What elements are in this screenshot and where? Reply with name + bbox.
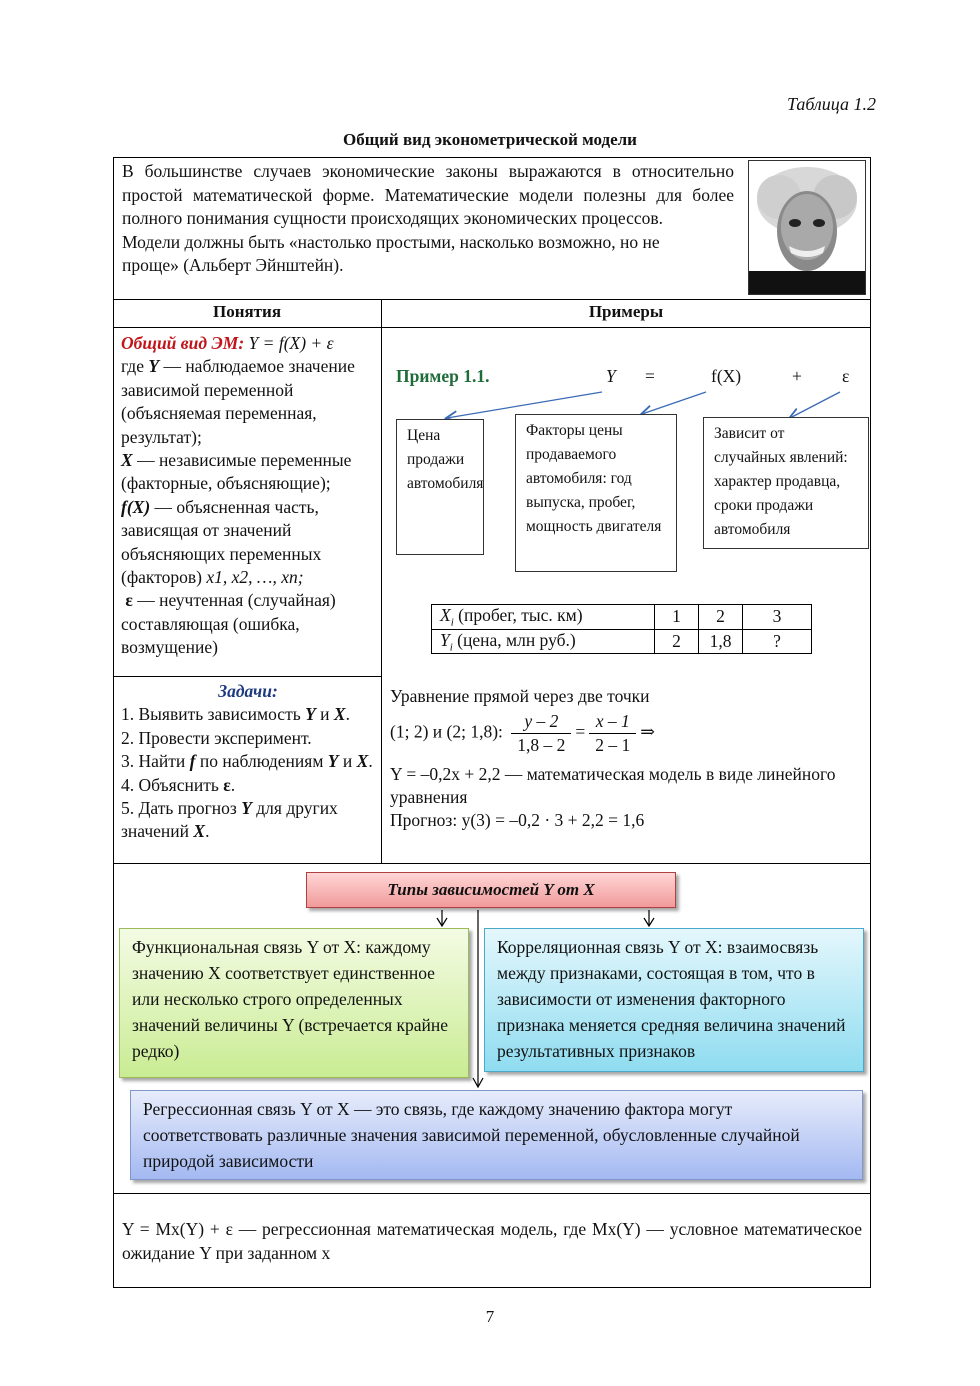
y-definition: — наблюдаемое значение зависимой переменной (объясняемая переменная, результат); (121, 356, 355, 447)
box-factors: Факторы цены продаваемого автомобиля: год выпуска, пробег, мощность двигателя (515, 414, 677, 572)
general-label: Общий вид ЭМ: (121, 333, 245, 353)
arrow-fx (642, 392, 706, 414)
table-cell: 2 (655, 629, 699, 654)
arrow-eps (790, 392, 840, 418)
row1-label: (пробег, тыс. км) (458, 605, 583, 625)
examples-header: Примеры (588, 302, 664, 321)
box-price: Цена продажи автомобиля (396, 419, 484, 555)
eq-y: Y (606, 366, 616, 386)
regression-model-text: Y = Mx(Y) + ε — регрессионная математическая модель, где Mx(Y) — условное математическое ожидание Y при заданном x (122, 1219, 862, 1263)
solution-heading: Уравнение прямой через две точки (390, 686, 650, 706)
task-item: 5. Дать прогноз (121, 798, 237, 819)
correlation-box: Корреляционная связь Y от X: взаимосвязь между признаками, состоящая в том, что в зависимости от изменения факторного признака меняется средняя величина значений результативных признаков (484, 928, 864, 1072)
frac2-denominator: 2 – 1 (595, 735, 631, 755)
solution-forecast: Прогноз: y(3) = –0,2 · 3 + 2,2 = 1,6 (390, 810, 645, 830)
solution-points: (1; 2) и (2; 1,8): (390, 721, 503, 742)
task-item: 4. Объяснить (121, 774, 219, 795)
general-formula: Y = f(X) + ε (248, 333, 334, 353)
regression-box: Регрессионная связь Y от X — это связь, где каждому значению фактора могут соответствовать различные значения зависимой переменной, обусловленные случайной природой зависимости (130, 1090, 863, 1180)
intro-quote: Модели должны быть «настолько простыми, насколько возможно, но не проще» (Альберт Эйнштейн). (122, 231, 660, 275)
table-cell: 3 (743, 605, 812, 630)
tasks-block: Задачи: 1. Выявить зависимость Y и X. 2. Провести эксперимент. 3. Найти f по наблюдениям Y и X. 4. Объяснить ε. 5. Дать прогноз Y для других значений X. (121, 680, 375, 844)
frac2-numerator: x – 1 (589, 710, 636, 734)
task-item: 1. Выявить зависимость (121, 704, 301, 725)
eq-fx: f(X) (711, 366, 742, 386)
row2-label: (цена, млн руб.) (457, 629, 576, 650)
factors-list: x1, x2, …, xn; (206, 567, 304, 588)
table-row: $X_i$ (пробег, тыс. км) 1 2 3 (432, 605, 812, 630)
concepts-header: Понятия (212, 302, 282, 321)
fx-definition: — объясненная часть, зависящая от значений объясняющих переменных (факторов) (121, 496, 322, 588)
frac1-denominator: 1,8 – 2 (517, 735, 566, 755)
eq-plus: + (792, 366, 802, 386)
page-title: Общий вид эконометрической модели (343, 130, 637, 149)
eq-eps: ε (842, 366, 850, 386)
task-item: 2. Провести эксперимент. (121, 727, 312, 748)
table-cell: ? (743, 629, 812, 654)
page-number: 7 (485, 1307, 495, 1326)
task-item: 3. Найти (121, 751, 186, 772)
eq-equals: = (645, 366, 655, 386)
tasks-title: Задачи (218, 681, 272, 701)
table-cell: 1,8 (699, 629, 743, 654)
intro-paragraph: В большинстве случаев экономические законы выражаются в относительно простой математической форме. Математические модели полезны для более полного понимания сущности происходящих экономических процессов. (122, 161, 734, 228)
concepts-block: Общий вид ЭМ: Y = f(X) + ε где Y — наблюдаемое значение зависимой переменной (объясняемая переменная, результат); X — независимые переменные (факторные, объясняющие); f(X) — объясненная часть, зависящая от значений объясняющих переменных (факторов) x1, x2, …, xn; ε — неучтенная (случайная) составляющая (ошибка, возмущение) (121, 333, 355, 658)
functional-box: Функциональная связь Y от X: каждому значению X соответствует единственное или несколько строго определенных значений величины Y (встречается крайне редко) (119, 928, 469, 1078)
eps-definition: — неучтенная (случайная) составляющая (ошибка, возмущение) (121, 590, 336, 658)
table-cell: 1 (655, 605, 699, 630)
solution-model: Y = –0,2x + 2,2 — математическая модель в виде линейного уравнения (390, 764, 836, 807)
data-table (431, 604, 812, 654)
frac1-numerator: y – 2 (511, 710, 571, 734)
box-random: Зависит от случайных явлений: характер продавца, сроки продажи автомобиля (703, 417, 869, 549)
types-title: Типы зависимостей Y от X (306, 872, 676, 908)
example-label: Пример 1.1. (396, 366, 490, 386)
table-number: Таблица 1.2 (786, 94, 876, 114)
table-cell: 2 (699, 605, 743, 630)
solution-block: Уравнение прямой через две точки (1; 2) и (2; 1,8): $\frac{y - 2}{1,8 - 2}$ = $\frac{x - 1}{2 - 1}$ ⇒ Y = –0,2x + 2,2 — математическая модель в виде линейного уравнения Прогноз: y(3) = –0,2 · 3 + 2,2 = 1,6 (390, 685, 860, 832)
table-row: $Y_i$ (цена, млн руб.) 2 1,8 ? (432, 629, 812, 654)
x-definition: — независимые переменные (факторные, объясняющие); (121, 450, 352, 494)
